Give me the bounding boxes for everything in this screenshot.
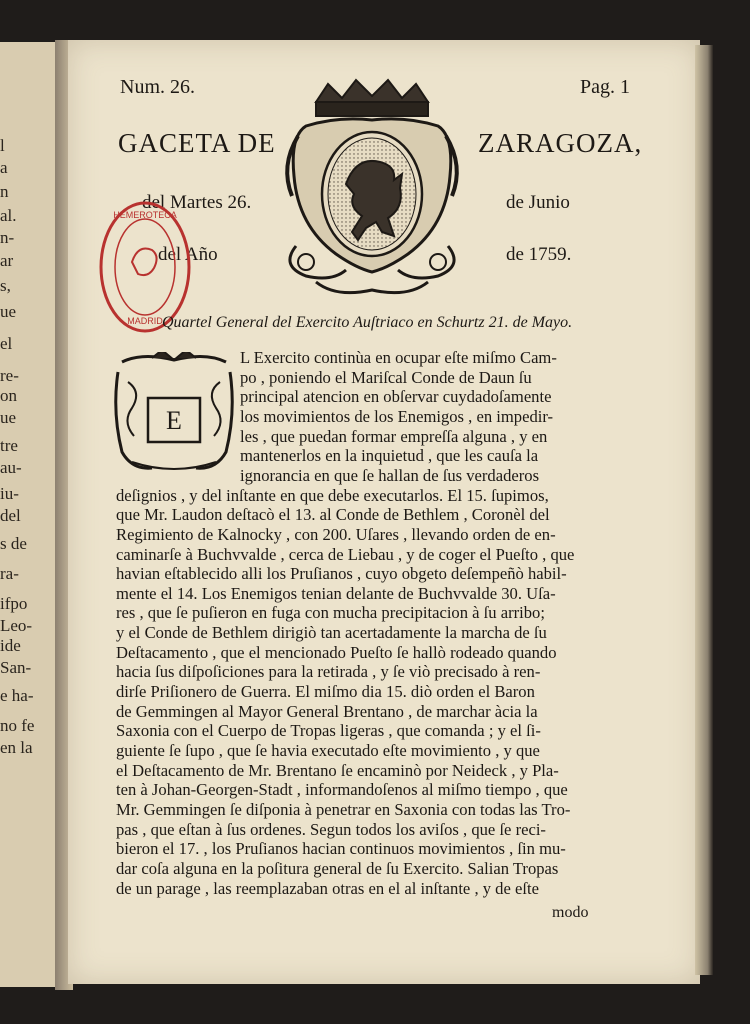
title-right: ZARAGOZA, (478, 128, 643, 158)
decorative-initial (112, 352, 236, 474)
facing-page-text: l (0, 136, 5, 155)
facing-page-text: s, (0, 276, 11, 295)
page-number: Pag. 1 (580, 76, 630, 98)
body-line: bieron el 17. , los Pruſianos hacian continuos movimientos , ſin mu- (116, 839, 566, 859)
facing-page-text: tre (0, 436, 18, 455)
body-line: po , poniendo el Mariſcal Conde de Daun ſu (240, 367, 532, 387)
facing-page-text: del (0, 506, 21, 525)
body-line: hacia ſus diſpoſiciones para la retirada , y ſe viò precisado à ren- (116, 662, 541, 682)
date-day: del Martes 26. (142, 192, 252, 213)
title-left: GACETA DE (118, 128, 276, 158)
initial-letter: E (166, 406, 182, 435)
facing-page-text: ra- (0, 564, 19, 583)
facing-page-fragment (0, 42, 58, 987)
body-line: ignorancia en que ſe hallan de ſus verdaderos (240, 465, 540, 485)
catchword: modo (552, 904, 589, 921)
facing-page-text: ifpo (0, 594, 28, 613)
body-line: que Mr. Laudon deſtacò el 13. al Conde de Bethlem , Coronèl del (116, 505, 550, 525)
facing-page-text: el (0, 334, 13, 353)
facing-page-text: no fe (0, 716, 35, 735)
facing-page-text: n- (0, 228, 15, 247)
facing-page-text: a (0, 158, 8, 177)
body-line: pas , que eſtan à ſus ordenes. Segun todos los aviſos , que ſe reci- (116, 819, 546, 839)
facing-page-text: on (0, 386, 17, 405)
body-line: dirſe Priſionero de Guerra. El miſmo dia 15. diò orden el Baron (116, 682, 535, 702)
svg-text:MADRID: MADRID (127, 316, 163, 326)
facing-page-text: ide (0, 636, 21, 655)
facing-page-text: ue (0, 408, 17, 427)
body-line: mantenerlos en la inquietud , que les cauſa la (240, 446, 539, 466)
facing-page-text: en la (0, 738, 33, 757)
body-line: de un parage , las reemplazaban otras en el al inſtante , y de eſte (116, 878, 539, 898)
body-line: Mr. Gemmingen ſe diſponia à penetrar en Saxonia con todas las Tro- (116, 799, 571, 819)
body-line: y el Conde de Bethlem dirigiò tan acertadamente la marcha de ſu (116, 623, 547, 643)
body-line: el Deſtacamento de Mr. Brentano ſe encaminò por Neideck , y Pla- (116, 760, 559, 780)
facing-page-text: San- (0, 658, 32, 677)
dispatch-dateline: Quartel General del Exercito Auſtriaco en Schurtz 21. de Mayo. (162, 314, 573, 331)
facing-page-text: Leo- (0, 616, 33, 635)
body-line: guiente ſe ſupo , que ſe havia executado eſte movimiento , y que (116, 741, 540, 760)
svg-text:HEMEROTECA: HEMEROTECA (113, 210, 177, 220)
body-line: les , que puedan formar empreſſa alguna , y en (240, 426, 548, 446)
body-line: mente el 14. Los Enemigos tenian delante de Buchvvalde 30. Uſa- (116, 583, 556, 603)
body-line: havian eſtablecido alli los Pruſianos , cuyo obgeto deſempeñò habil- (116, 564, 567, 584)
issue-number: Num. 26. (120, 76, 195, 98)
body-line: ten à Johan-Georgen-Stadt , informandoſenos al miſmo tiempo , que (116, 780, 568, 800)
facing-page-text: re- (0, 366, 19, 385)
body-line: Deſtacamento , que el mencionado Pueſto ſe hallò rodeado quando (116, 642, 557, 662)
body-line: L Exercito continùa en ocupar eſte miſmo Cam- (240, 348, 557, 367)
facing-page-text: ar (0, 251, 14, 270)
facing-page-text: iu- (0, 484, 19, 503)
body-line: deſignios , y del inſtante en que debe executarlos. El 15. ſupimos, (116, 485, 549, 505)
facing-page-text: s de (0, 534, 27, 553)
body-line: de Gemmingen al Mayor General Brentano , de marchar àcia la (116, 701, 538, 721)
body-line: los movimientos de los Enemigos , en impedir- (240, 406, 554, 426)
facing-page-text: ue (0, 302, 17, 321)
date-month: de Junio (506, 192, 570, 213)
body-line: Saxonia con el Cuerpo de Tropas ligeras , que comanda ; y el ſi- (116, 721, 541, 741)
body-line: res , que ſe puſieron en fuga con mucha precipitacion à ſu arribo; (116, 603, 545, 623)
facing-page-text: n (0, 182, 9, 201)
coat-of-arms-emblem (276, 76, 468, 302)
facing-page-text: e ha- (0, 686, 34, 705)
facing-page-text: al. (0, 206, 17, 225)
body-line: caminarſe à Buchvvalde , cerca de Liebau , y de coger el Pueſto , que (116, 544, 575, 564)
page-edge (695, 45, 713, 975)
body-line: Regimiento de Kalnocky , con 200. Uſares , llevando orden de en- (116, 524, 556, 544)
facing-page-text: au- (0, 458, 22, 477)
date-year-label: del Año (158, 244, 218, 265)
date-year: de 1759. (506, 244, 572, 265)
body-line: dar coſa alguna en la poſitura general de ſu Exercito. Salian Tropas (116, 858, 559, 878)
body-line: principal atencion en obſervar cuydadoſamente (240, 387, 552, 407)
